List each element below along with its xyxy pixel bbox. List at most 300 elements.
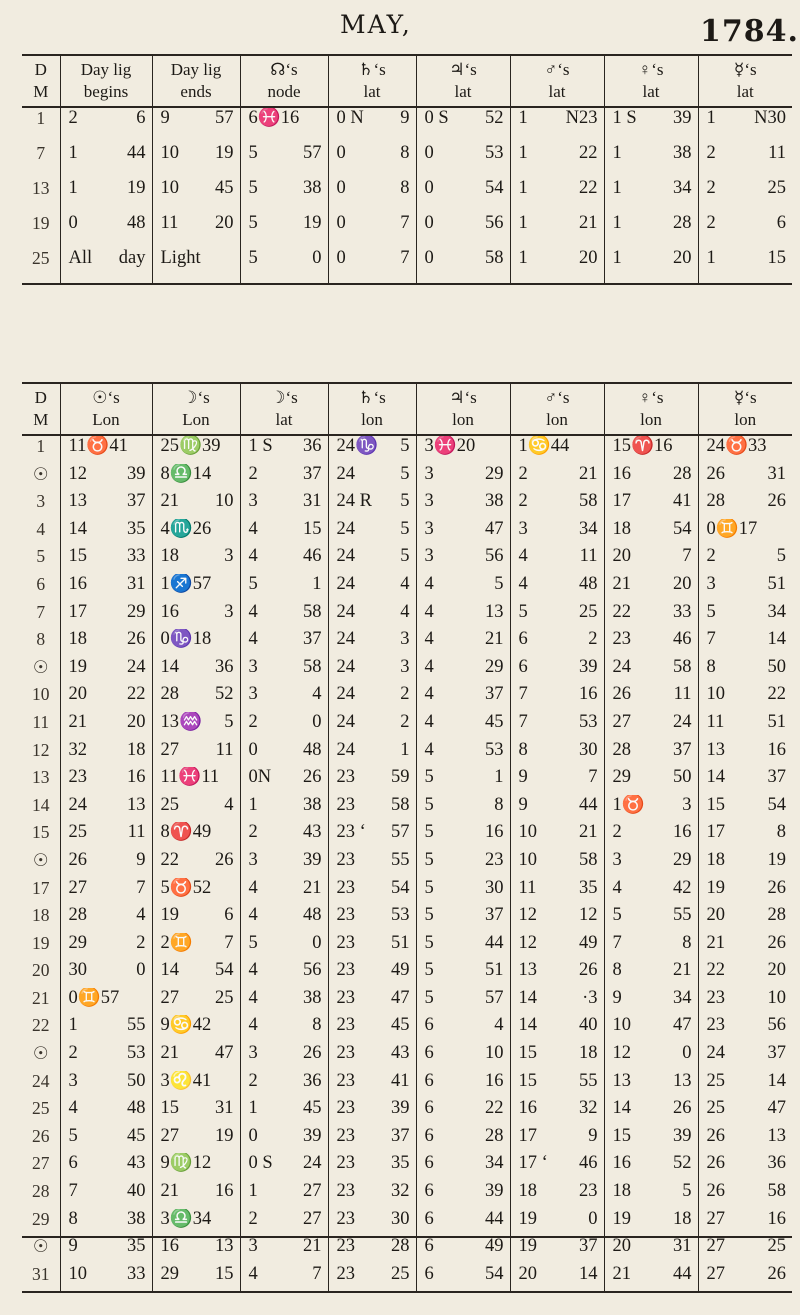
cell-value: 2 11 bbox=[706, 143, 786, 163]
table-cell bbox=[510, 1153, 604, 1181]
cell-value: 1 38 bbox=[612, 143, 692, 163]
cell-value: 17 ‘ 46 bbox=[518, 1153, 598, 1174]
column-header-line: lat bbox=[642, 82, 660, 101]
column-header bbox=[60, 383, 152, 434]
table-cell bbox=[416, 822, 510, 850]
cell-value: 1♉ 3 bbox=[612, 794, 692, 815]
table-cell bbox=[60, 464, 152, 492]
table-cell bbox=[510, 519, 604, 547]
table-cell bbox=[328, 464, 416, 492]
table-row bbox=[22, 143, 792, 178]
cell-value: 20 28 bbox=[706, 905, 786, 926]
column-header bbox=[328, 383, 416, 434]
cell-value: 13 13 bbox=[612, 1070, 692, 1091]
cell-value: 15 55 bbox=[518, 1070, 598, 1091]
table-cell bbox=[328, 850, 416, 878]
day-of-month: 29 bbox=[32, 1208, 50, 1229]
cell-value: 14 26 bbox=[612, 1098, 692, 1119]
cell-value: 18 5 bbox=[612, 1181, 692, 1202]
cell-value: 10 47 bbox=[612, 1015, 692, 1036]
cell-value: 14 ·3 bbox=[518, 987, 598, 1008]
cell-value: 6 16 bbox=[424, 1070, 504, 1091]
cell-value: 9 44 bbox=[518, 794, 598, 815]
table-cell bbox=[416, 107, 510, 143]
table-cell bbox=[152, 657, 240, 685]
table-cell bbox=[328, 1126, 416, 1154]
table-cell bbox=[510, 850, 604, 878]
cell-value: 1 55 bbox=[68, 1015, 146, 1036]
cell-value: 13♒ 5 bbox=[160, 711, 234, 732]
table-cell bbox=[328, 213, 416, 248]
column-header-line: lon bbox=[452, 410, 474, 429]
table-cell bbox=[152, 602, 240, 630]
cell-value: 28 37 bbox=[612, 739, 692, 760]
table-cell bbox=[152, 574, 240, 602]
day-of-month: 5 bbox=[36, 546, 46, 567]
table-cell bbox=[60, 602, 152, 630]
cell-value: 21 44 bbox=[612, 1263, 692, 1284]
cell-value: 4 37 bbox=[424, 684, 504, 705]
day-of-month: 8 bbox=[36, 629, 46, 650]
cell-value: 3 51 bbox=[706, 573, 786, 594]
table-cell bbox=[240, 1098, 328, 1126]
table-cell bbox=[416, 712, 510, 740]
table-cell bbox=[510, 933, 604, 961]
table-cell bbox=[698, 795, 792, 823]
table-cell bbox=[152, 546, 240, 574]
cell-value: 26 58 bbox=[706, 1181, 786, 1202]
cell-value: 24 37 bbox=[706, 1043, 786, 1064]
table-cell bbox=[60, 933, 152, 961]
cell-value: 23 43 bbox=[336, 1043, 410, 1064]
day-of-month: 11 bbox=[32, 711, 50, 732]
column-header-line: ☽‘s bbox=[270, 388, 298, 407]
table-cell bbox=[604, 574, 698, 602]
table-cell bbox=[152, 107, 240, 143]
table-cell bbox=[698, 1236, 792, 1264]
cell-value: 16 31 bbox=[68, 573, 146, 594]
cell-value: 24 13 bbox=[68, 794, 146, 815]
table-cell bbox=[240, 464, 328, 492]
table-cell bbox=[698, 712, 792, 740]
column-header-line: Day lig bbox=[170, 60, 222, 79]
table-cell bbox=[60, 850, 152, 878]
cell-value: 20 14 bbox=[518, 1263, 598, 1284]
table-cell bbox=[510, 684, 604, 712]
cell-value: 5 1 bbox=[424, 767, 504, 788]
table-cell bbox=[240, 822, 328, 850]
column-header-line: lat bbox=[454, 82, 472, 101]
table-cell bbox=[60, 546, 152, 574]
table-cell bbox=[152, 795, 240, 823]
cell-value: 10 33 bbox=[68, 1263, 146, 1284]
cell-value: 24 58 bbox=[612, 656, 692, 677]
table-cell bbox=[698, 988, 792, 1016]
cell-value: 6 54 bbox=[424, 1263, 504, 1284]
table-cell bbox=[604, 1153, 698, 1181]
table-cell bbox=[328, 740, 416, 768]
table-cell bbox=[60, 712, 152, 740]
table-cell bbox=[510, 740, 604, 768]
table-cell bbox=[604, 960, 698, 988]
cell-value: 26 36 bbox=[706, 1153, 786, 1174]
table-cell bbox=[152, 684, 240, 712]
table-cell bbox=[240, 1153, 328, 1181]
cell-value: 5 25 bbox=[518, 601, 598, 622]
table-cell bbox=[510, 657, 604, 685]
table-cell bbox=[328, 960, 416, 988]
table-cell bbox=[416, 657, 510, 685]
cell-value: 5 16 bbox=[424, 822, 504, 843]
table-cell bbox=[698, 657, 792, 685]
table-cell bbox=[60, 435, 152, 464]
table-cell bbox=[510, 248, 604, 284]
cell-value: 22 20 bbox=[706, 960, 786, 981]
table-cell bbox=[60, 1098, 152, 1126]
table-cell bbox=[698, 546, 792, 574]
page-month: MAY, bbox=[340, 10, 412, 39]
cell-value: 25 47 bbox=[706, 1098, 786, 1119]
table-cell bbox=[240, 740, 328, 768]
table-cell bbox=[152, 1043, 240, 1071]
cell-value: 12 39 bbox=[68, 463, 146, 484]
cell-value: 5 44 bbox=[424, 932, 504, 953]
table-row bbox=[22, 1043, 792, 1071]
column-header-line: M bbox=[33, 82, 49, 101]
table-cell bbox=[328, 602, 416, 630]
column-header bbox=[604, 383, 698, 434]
table-cell bbox=[604, 1043, 698, 1071]
table-cell bbox=[240, 1181, 328, 1209]
table-cell bbox=[510, 107, 604, 143]
cell-value: 3 58 bbox=[248, 656, 322, 677]
table-cell bbox=[604, 546, 698, 574]
table-cell bbox=[416, 213, 510, 248]
cell-value: 10 58 bbox=[518, 849, 598, 870]
table-cell bbox=[240, 491, 328, 519]
table-cell bbox=[510, 178, 604, 213]
table-cell bbox=[60, 491, 152, 519]
table-cell bbox=[698, 1098, 792, 1126]
cell-value: 7 16 bbox=[518, 684, 598, 705]
table-row bbox=[22, 1098, 792, 1126]
cell-value: 0 48 bbox=[68, 213, 146, 233]
table-cell bbox=[240, 878, 328, 906]
column-header-line: lon bbox=[734, 410, 757, 429]
table-cell bbox=[510, 213, 604, 248]
cell-value: 23 49 bbox=[336, 960, 410, 981]
table-cell bbox=[416, 878, 510, 906]
table-cell bbox=[240, 435, 328, 464]
table-cell bbox=[328, 1264, 416, 1293]
table-cell bbox=[698, 1043, 792, 1071]
table-cell bbox=[240, 795, 328, 823]
day-of-month: 12 bbox=[32, 739, 50, 760]
day-of-month: 26 bbox=[32, 1125, 50, 1146]
cell-value: 2 21 bbox=[518, 463, 598, 484]
cell-value: 9♍12 bbox=[160, 1153, 212, 1174]
cell-value: 24 4 bbox=[336, 601, 410, 622]
cell-value: 27 7 bbox=[68, 877, 146, 898]
cell-value: 0 7 bbox=[336, 248, 410, 268]
column-header bbox=[698, 55, 792, 106]
cell-value: 6 34 bbox=[424, 1153, 504, 1174]
table-cell bbox=[60, 1126, 152, 1154]
cell-value: 1 38 bbox=[248, 794, 322, 815]
table-cell bbox=[698, 602, 792, 630]
table-cell bbox=[510, 1181, 604, 1209]
cell-value: 0 58 bbox=[424, 248, 504, 268]
bottom-rule bbox=[22, 1236, 792, 1238]
cell-value: 5 30 bbox=[424, 877, 504, 898]
table-cell bbox=[60, 629, 152, 657]
table-cell bbox=[416, 491, 510, 519]
table-row bbox=[22, 107, 792, 143]
day-of-month: 4 bbox=[36, 518, 46, 539]
table-cell bbox=[60, 684, 152, 712]
table-cell bbox=[698, 684, 792, 712]
table-cell bbox=[416, 1264, 510, 1293]
cell-value: 2 16 bbox=[612, 822, 692, 843]
column-header-line: lat bbox=[275, 410, 293, 429]
cell-value: 9 57 bbox=[160, 108, 234, 128]
cell-value: 23 47 bbox=[336, 987, 410, 1008]
table-cell bbox=[698, 1126, 792, 1154]
cell-value: 24 4 bbox=[336, 573, 410, 594]
table-cell bbox=[416, 767, 510, 795]
table-cell bbox=[328, 795, 416, 823]
table-cell bbox=[240, 1126, 328, 1154]
table-cell bbox=[604, 1209, 698, 1237]
column-header-line: ends bbox=[180, 82, 212, 101]
cell-value: 4 21 bbox=[248, 877, 322, 898]
column-header-line: ☊‘s bbox=[270, 60, 298, 79]
cell-value: 6 10 bbox=[424, 1043, 504, 1064]
table-cell bbox=[328, 1153, 416, 1181]
table-cell bbox=[60, 1071, 152, 1099]
table-daylight-latitudes bbox=[22, 54, 792, 285]
column-header-line: ♂‘s bbox=[544, 388, 570, 407]
table-row bbox=[22, 435, 792, 464]
cell-value: 28 4 bbox=[68, 905, 146, 926]
cell-value: 4 56 bbox=[248, 960, 322, 981]
cell-value: 23 51 bbox=[336, 932, 410, 953]
column-header bbox=[240, 55, 328, 106]
table-cell bbox=[604, 519, 698, 547]
cell-value: 14 37 bbox=[706, 767, 786, 788]
table-cell bbox=[152, 491, 240, 519]
day-of-month: 19 bbox=[32, 213, 50, 233]
table-cell bbox=[510, 1209, 604, 1237]
day-of-month: 27 bbox=[32, 1153, 50, 1174]
cell-value: 18 54 bbox=[612, 518, 692, 539]
table-cell bbox=[416, 740, 510, 768]
table-cell bbox=[60, 878, 152, 906]
cell-value: 0 S 52 bbox=[424, 108, 504, 128]
table-cell bbox=[152, 629, 240, 657]
cell-value: 24♉33 bbox=[706, 436, 767, 456]
cell-value: 1 22 bbox=[518, 143, 598, 163]
table-cell bbox=[328, 1015, 416, 1043]
table-cell bbox=[604, 248, 698, 284]
table-cell bbox=[698, 1153, 792, 1181]
table-cell bbox=[60, 213, 152, 248]
cell-value: All day bbox=[68, 248, 146, 268]
table-cell bbox=[698, 822, 792, 850]
cell-value: 23 59 bbox=[336, 767, 410, 788]
cell-value: 1 27 bbox=[248, 1181, 322, 1202]
cell-value: 16 32 bbox=[518, 1098, 598, 1119]
cell-value: 9 35 bbox=[68, 1236, 146, 1257]
cell-value: 23 28 bbox=[336, 1236, 410, 1257]
table-cell bbox=[698, 1015, 792, 1043]
table-cell bbox=[604, 1015, 698, 1043]
table-row bbox=[22, 178, 792, 213]
table-cell bbox=[510, 491, 604, 519]
column-header-line: Day lig bbox=[80, 60, 132, 79]
column-header-line: ♀‘s bbox=[638, 60, 664, 79]
table-row bbox=[22, 1153, 792, 1181]
header-row bbox=[22, 383, 792, 434]
table-cell bbox=[698, 740, 792, 768]
cell-value: 27 16 bbox=[706, 1208, 786, 1229]
column-header bbox=[510, 55, 604, 106]
table-row bbox=[22, 1015, 792, 1043]
table-cell bbox=[152, 960, 240, 988]
cell-value: 3 26 bbox=[248, 1043, 322, 1064]
column-header bbox=[152, 55, 240, 106]
day-of-month: 1 bbox=[36, 436, 46, 456]
cell-value: 3♌41 bbox=[160, 1070, 212, 1091]
cell-value: 2 25 bbox=[706, 178, 786, 198]
cell-value: 14 40 bbox=[518, 1015, 598, 1036]
table-cell bbox=[60, 1209, 152, 1237]
table-cell bbox=[510, 1071, 604, 1099]
table-row bbox=[22, 684, 792, 712]
cell-value: 24 3 bbox=[336, 656, 410, 677]
table-cell bbox=[240, 602, 328, 630]
table-cell bbox=[60, 822, 152, 850]
cell-value: 5♉52 bbox=[160, 877, 212, 898]
cell-value: 16 28 bbox=[612, 463, 692, 484]
table-cell bbox=[416, 519, 510, 547]
table-cell bbox=[152, 1209, 240, 1237]
cell-value: 11 35 bbox=[518, 877, 598, 898]
table-cell bbox=[152, 712, 240, 740]
cell-value: 25♍39 bbox=[160, 436, 221, 456]
table-row bbox=[22, 629, 792, 657]
table-cell bbox=[510, 988, 604, 1016]
table-cell bbox=[240, 107, 328, 143]
table-cell bbox=[416, 1015, 510, 1043]
table-cell bbox=[416, 1071, 510, 1099]
column-header bbox=[604, 55, 698, 106]
cell-value: 25 14 bbox=[706, 1070, 786, 1091]
table-cell bbox=[698, 491, 792, 519]
column-header-line: lon bbox=[640, 410, 662, 429]
table-cell bbox=[416, 574, 510, 602]
table-cell bbox=[152, 464, 240, 492]
cell-value: 23 16 bbox=[68, 767, 146, 788]
table-cell bbox=[60, 1043, 152, 1071]
table-cell bbox=[60, 1264, 152, 1293]
day-of-month: 3 bbox=[36, 491, 46, 512]
table-row bbox=[22, 1126, 792, 1154]
cell-value: 4 7 bbox=[248, 1263, 322, 1284]
cell-value: 5 57 bbox=[424, 987, 504, 1008]
day-of-month: ☉ bbox=[32, 656, 49, 677]
cell-value: 1 19 bbox=[68, 178, 146, 198]
table-cell bbox=[328, 712, 416, 740]
cell-value: 4 53 bbox=[424, 739, 504, 760]
day-of-month: ☉ bbox=[32, 1043, 49, 1064]
cell-value: 17 8 bbox=[706, 822, 786, 843]
table-cell bbox=[60, 519, 152, 547]
cell-value: 7 53 bbox=[518, 711, 598, 732]
cell-value: 23 10 bbox=[706, 987, 786, 1008]
cell-value: 3 34 bbox=[518, 518, 598, 539]
cell-value: 18 3 bbox=[160, 546, 234, 567]
cell-value: 3 56 bbox=[424, 546, 504, 567]
table-cell bbox=[60, 795, 152, 823]
cell-value: 12 0 bbox=[612, 1043, 692, 1064]
table-cell bbox=[152, 1071, 240, 1099]
cell-value: 26 13 bbox=[706, 1125, 786, 1146]
table-cell bbox=[328, 1209, 416, 1237]
cell-value: 5 1 bbox=[248, 573, 322, 594]
cell-value: 1 20 bbox=[612, 248, 692, 268]
table-cell bbox=[416, 435, 510, 464]
table-cell bbox=[152, 519, 240, 547]
table-cell bbox=[416, 684, 510, 712]
cell-value: 0N 26 bbox=[248, 767, 322, 788]
column-header bbox=[152, 383, 240, 434]
cell-value: 3 4 bbox=[248, 684, 322, 705]
cell-value: 4 38 bbox=[248, 987, 322, 1008]
column-header-line: lat bbox=[736, 82, 754, 101]
cell-value: 11 51 bbox=[706, 711, 786, 732]
cell-value: 5 51 bbox=[424, 960, 504, 981]
table-cell bbox=[604, 767, 698, 795]
cell-value: 4 48 bbox=[248, 905, 322, 926]
table-cell bbox=[152, 1126, 240, 1154]
table-row bbox=[22, 1236, 792, 1264]
table-cell bbox=[152, 740, 240, 768]
cell-value: 5 45 bbox=[68, 1125, 146, 1146]
cell-value: 9♋42 bbox=[160, 1015, 212, 1036]
cell-value: 5 0 bbox=[248, 932, 322, 953]
column-header-line: D bbox=[34, 388, 47, 407]
day-of-month: 7 bbox=[36, 601, 46, 622]
cell-value: 24 R 5 bbox=[336, 491, 410, 512]
cell-value: 17 29 bbox=[68, 601, 146, 622]
cell-value: 5 34 bbox=[706, 601, 786, 622]
table-cell bbox=[152, 435, 240, 464]
cell-value: 4 13 bbox=[424, 601, 504, 622]
table-row bbox=[22, 546, 792, 574]
table-row bbox=[22, 1209, 792, 1237]
table-cell bbox=[240, 988, 328, 1016]
cell-value: 11 20 bbox=[160, 213, 234, 233]
day-of-month: 24 bbox=[32, 1070, 50, 1091]
cell-value: 5 19 bbox=[248, 213, 322, 233]
cell-value: 23 ‘ 57 bbox=[336, 822, 410, 843]
cell-value: 1♋44 bbox=[518, 436, 570, 456]
table-row bbox=[22, 767, 792, 795]
table-cell bbox=[604, 464, 698, 492]
cell-value: 32 18 bbox=[68, 739, 146, 760]
cell-value: 1 28 bbox=[612, 213, 692, 233]
